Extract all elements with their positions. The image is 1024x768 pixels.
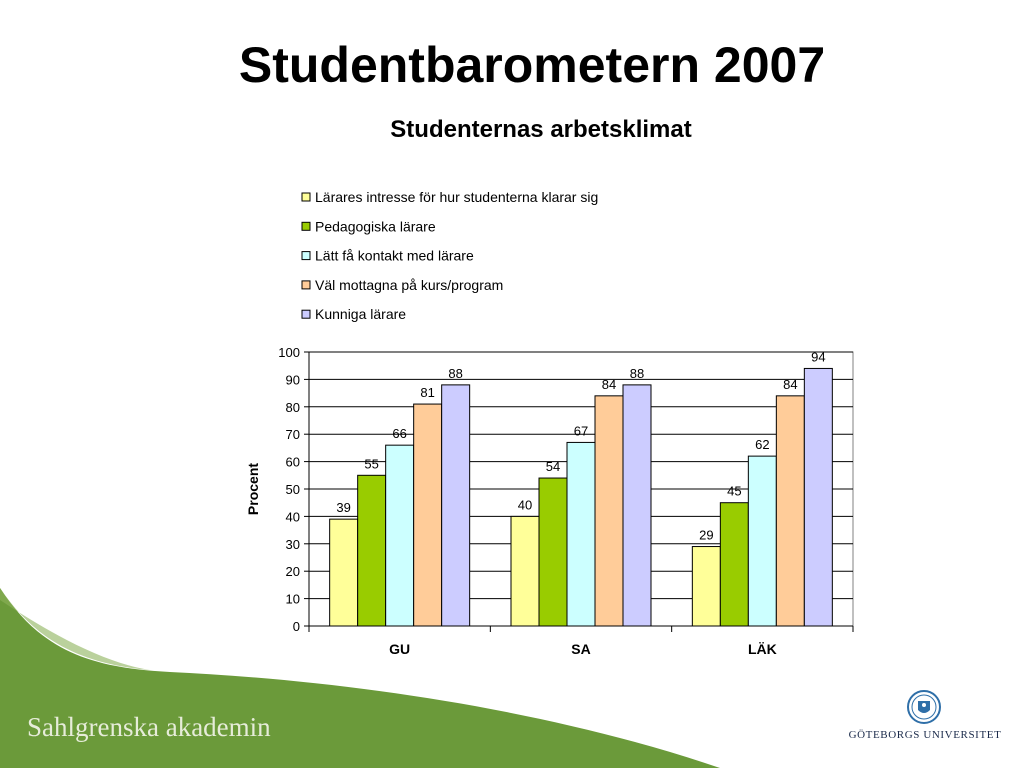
bar xyxy=(567,442,595,626)
chart-title: Studenternas arbetsklimat xyxy=(390,116,692,143)
x-tick-label: SA xyxy=(571,641,591,657)
data-label: 45 xyxy=(727,483,742,499)
legend-label: Lärares intresse för hur studenterna klarar sig xyxy=(315,189,599,205)
bar xyxy=(623,385,651,626)
legend-swatch xyxy=(302,222,310,230)
bar xyxy=(804,368,832,626)
y-tick-label: 10 xyxy=(285,591,300,607)
bar xyxy=(511,516,539,626)
data-label: 84 xyxy=(783,376,798,392)
footer-university-name: GÖTEBORGS UNIVERSITET xyxy=(848,729,1002,741)
bar xyxy=(692,547,720,626)
chart-legend xyxy=(302,189,598,322)
y-tick-label: 20 xyxy=(285,564,300,580)
y-tick-label: 60 xyxy=(285,454,300,470)
data-label: 66 xyxy=(392,426,407,442)
data-label: 88 xyxy=(629,365,645,381)
data-label: 62 xyxy=(755,437,770,453)
slide-title: Studentbarometern 2007 xyxy=(238,37,826,93)
data-label: 67 xyxy=(573,423,589,439)
data-label: 39 xyxy=(336,500,351,516)
data-label: 40 xyxy=(517,497,533,513)
legend-swatch xyxy=(302,281,310,289)
y-tick-label: 100 xyxy=(278,345,300,360)
bar xyxy=(330,519,358,626)
bar xyxy=(776,396,804,626)
data-label: 55 xyxy=(364,456,379,472)
bar xyxy=(539,478,567,626)
bar xyxy=(748,456,776,626)
bar xyxy=(358,475,386,626)
y-tick-label: 30 xyxy=(285,536,300,552)
legend-swatch xyxy=(302,252,310,260)
data-label: 29 xyxy=(699,527,714,543)
y-tick-label: 80 xyxy=(285,399,300,415)
data-label: 54 xyxy=(545,459,561,475)
y-tick-label: 70 xyxy=(285,427,300,443)
legend-label: Lätt få kontakt med lärare xyxy=(315,247,474,264)
x-tick-label: GU xyxy=(389,641,411,657)
data-label: 94 xyxy=(811,349,826,365)
legend-swatch xyxy=(302,193,310,201)
y-tick-label: 50 xyxy=(285,482,300,497)
legend-label: Väl mottagna på kurs/program xyxy=(315,276,504,293)
bar xyxy=(414,404,442,626)
y-tick-label: 40 xyxy=(285,509,300,525)
bar xyxy=(442,385,470,626)
bar xyxy=(720,503,748,626)
y-tick-label: 0 xyxy=(292,619,300,634)
data-label: 88 xyxy=(448,365,463,381)
legend-swatch xyxy=(302,310,310,318)
bar xyxy=(386,445,414,626)
y-tick-label: 90 xyxy=(285,372,300,388)
data-label: 81 xyxy=(420,385,435,401)
data-label: 84 xyxy=(601,376,617,392)
legend-label: Pedagogiska lärare xyxy=(315,218,436,235)
y-axis-label: Procent xyxy=(245,462,261,516)
legend-label: Kunniga lärare xyxy=(315,306,407,323)
footer-sahlgrenska-text: Sahlgrenska akademin xyxy=(27,712,271,742)
bar xyxy=(595,396,623,626)
x-tick-label: LÄK xyxy=(747,641,777,657)
